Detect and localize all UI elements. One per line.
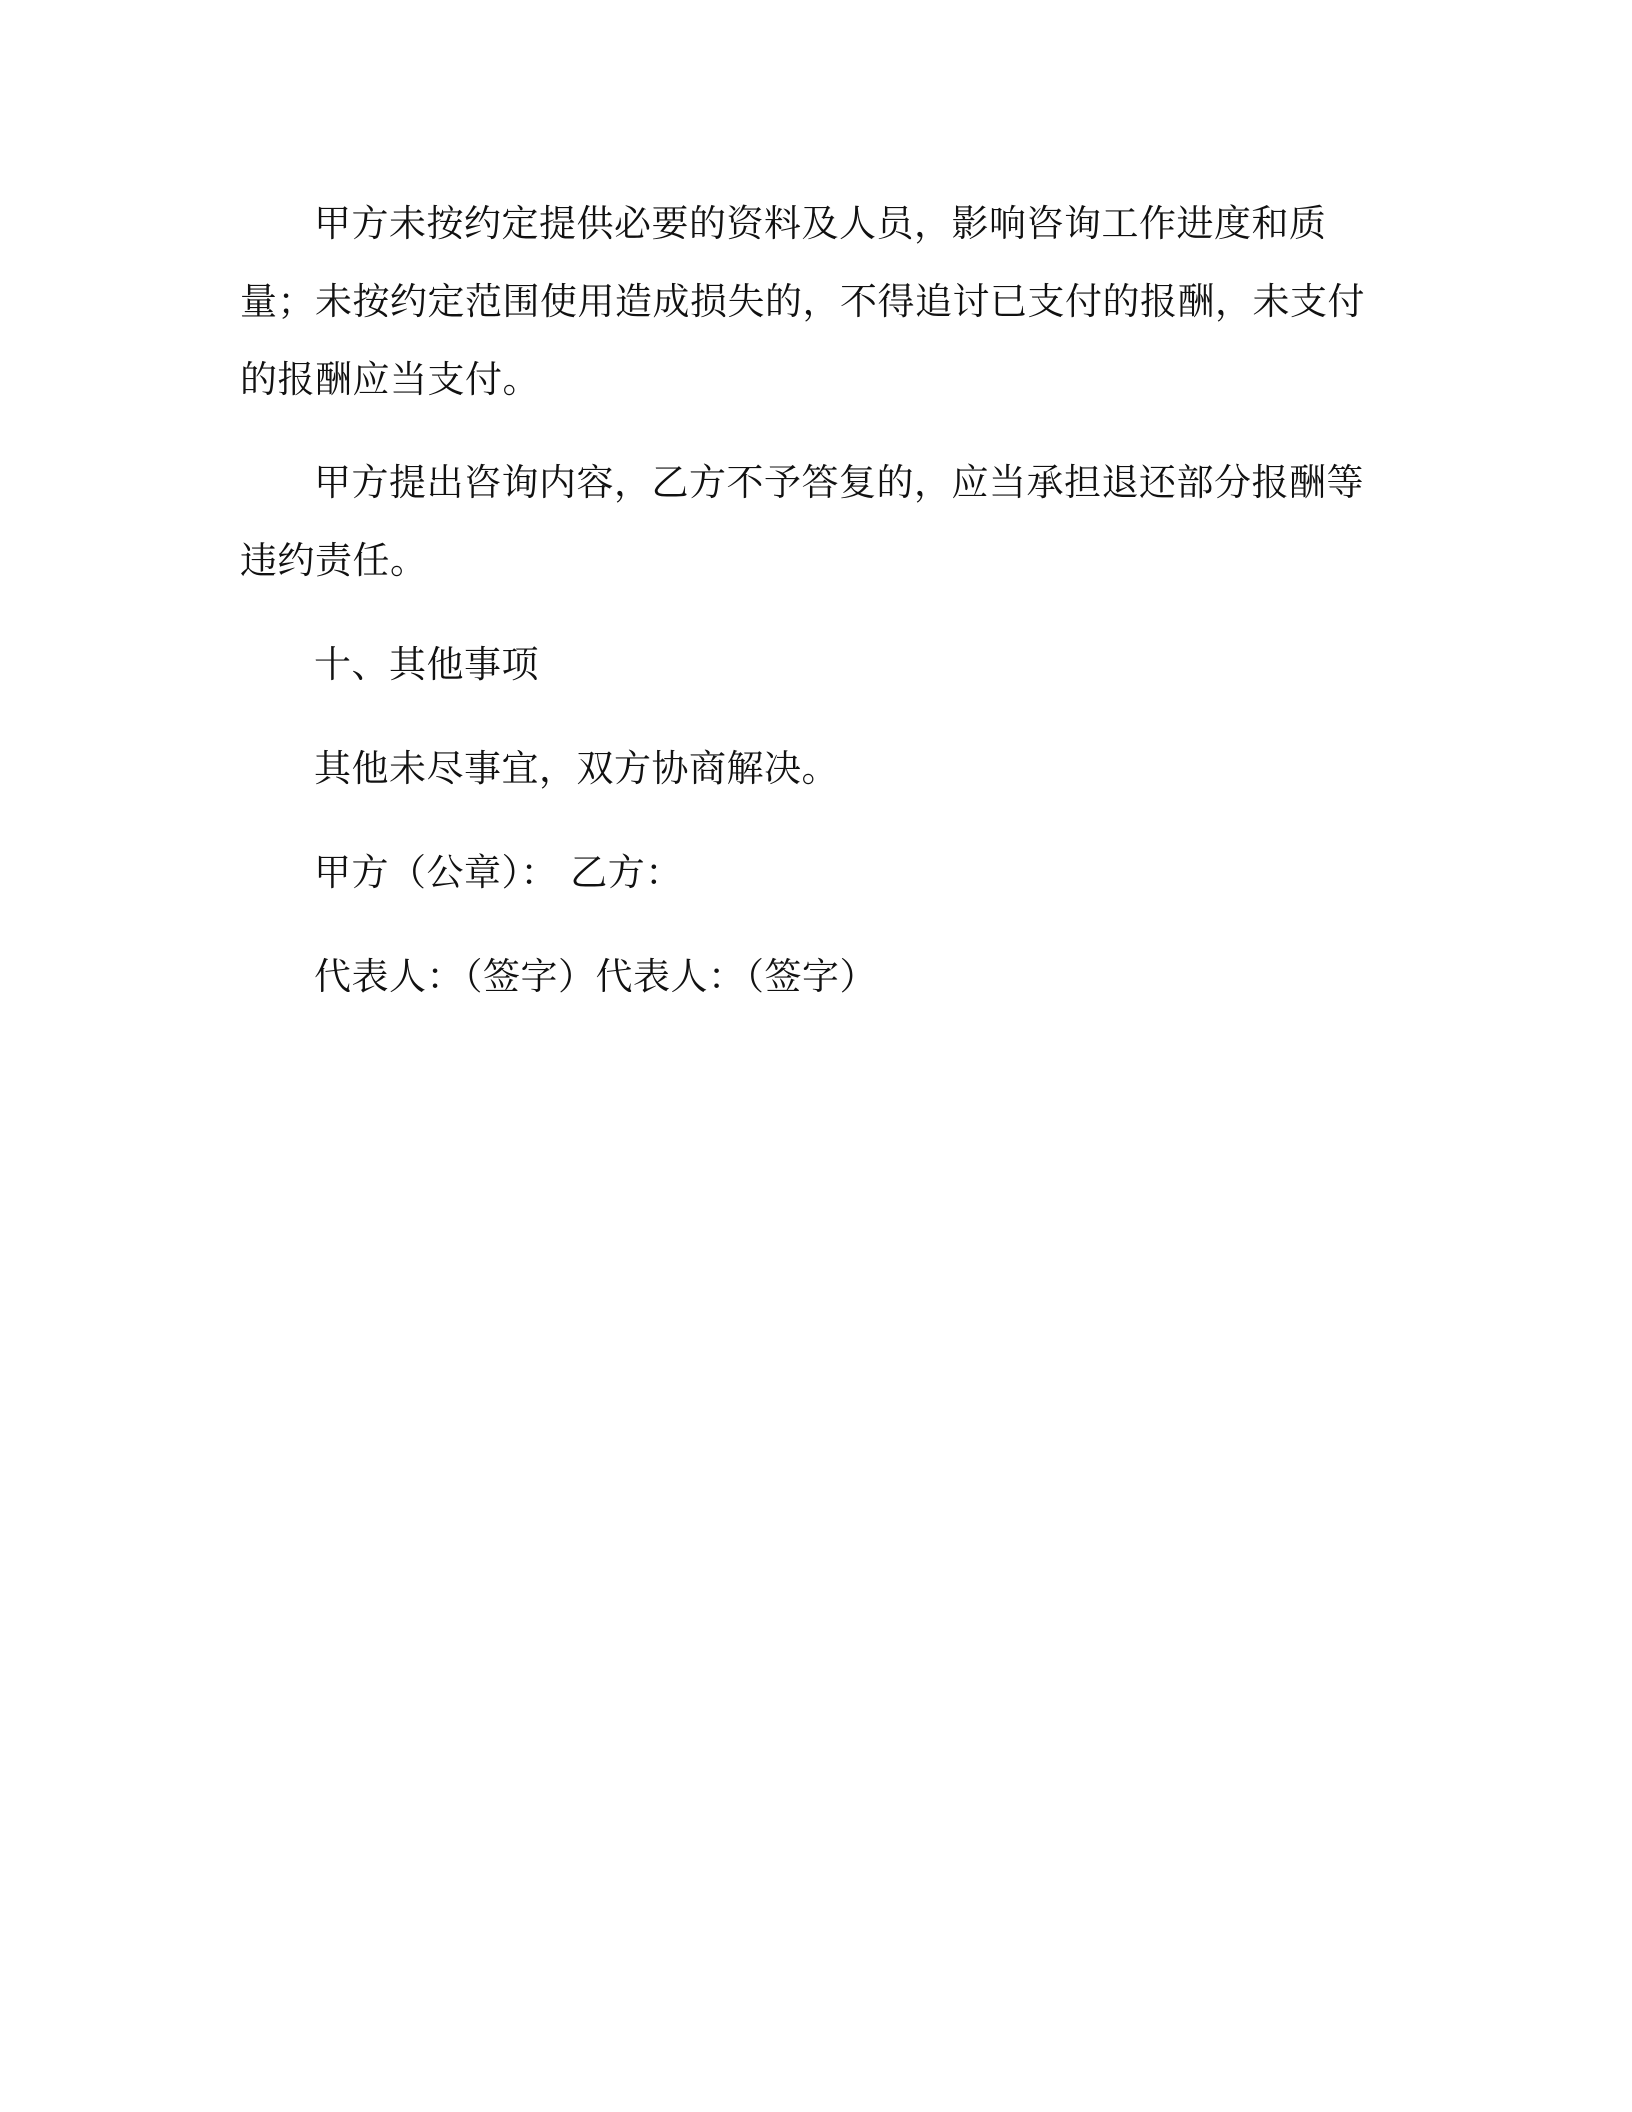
signature-party-line: 甲方（公章）： 乙方： <box>314 851 683 894</box>
section-heading-other-matters: 十、其他事项 <box>314 643 539 686</box>
paragraph-breach-party-b: 甲方提出咨询内容，乙方不予答复的，应当承担退还部分报酬等违约责任。 <box>240 461 1364 582</box>
paragraph-breach-party-a: 甲方未按约定提供必要的资料及人员，影响咨询工作进度和质量；未按约定范围使用造成损失的，不得追讨已支付的报酬，未支付的报酬应当支付。 <box>240 202 1365 401</box>
paragraph-other-matters: 其他未尽事宜，双方协商解决。 <box>314 747 839 790</box>
signature-representative-line: 代表人：（签字）代表人：（签字） <box>314 955 877 998</box>
document-body <box>240 185 1375 1016</box>
